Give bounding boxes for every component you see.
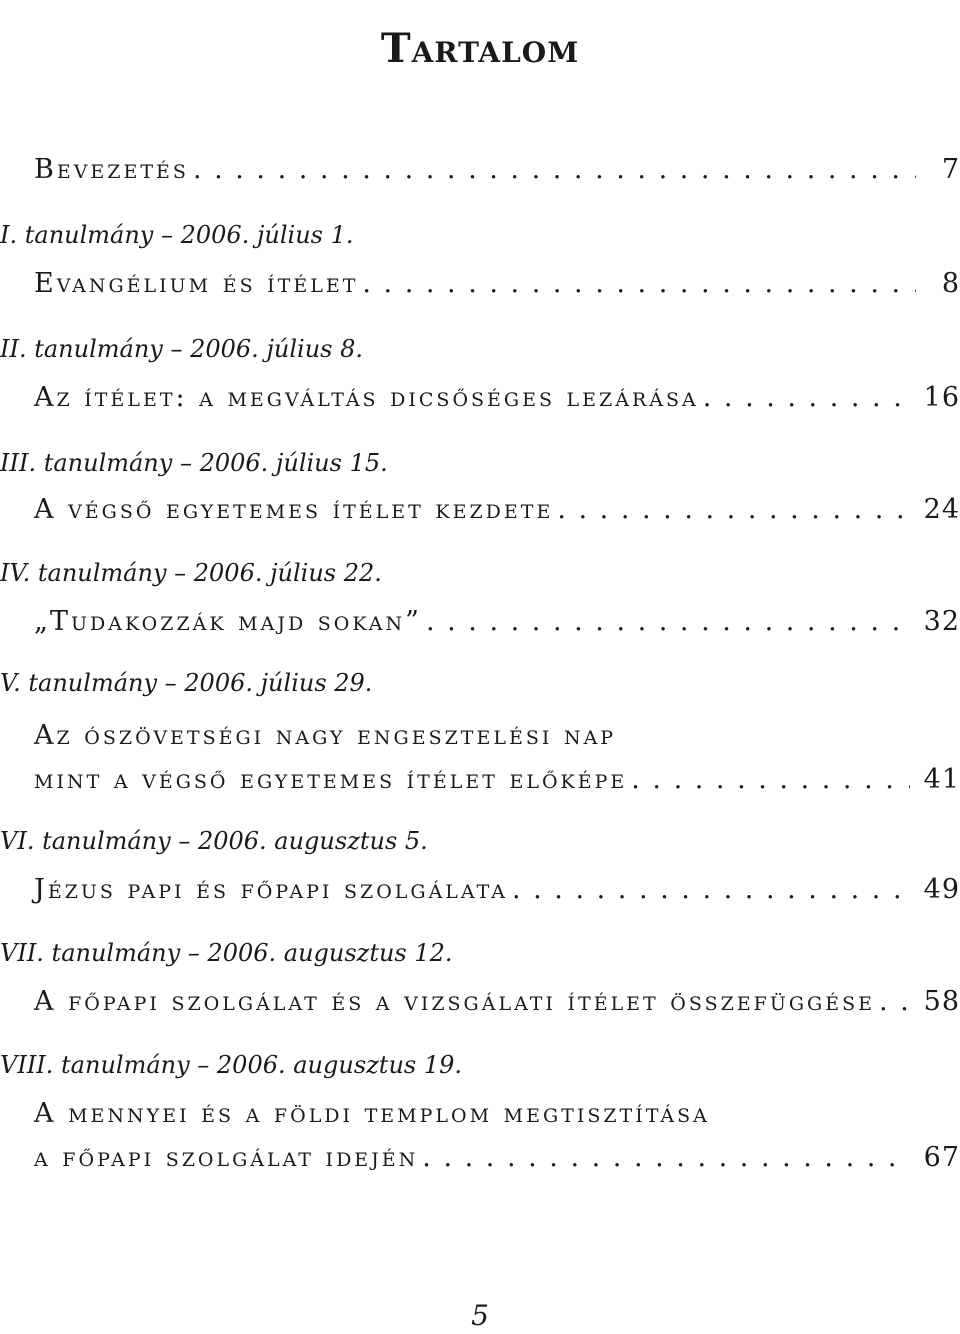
toc-page-number: 67 xyxy=(923,1142,960,1173)
dot-leader xyxy=(193,152,916,188)
toc-entry-title: Evangélium és ítélet xyxy=(34,268,359,299)
toc-entry-title-line1[interactable]: Az ószövetségi nagy engesztelési nap xyxy=(34,720,617,751)
toc-page-number: 49 xyxy=(923,874,960,905)
dot-leader xyxy=(426,604,910,640)
dot-leader xyxy=(422,1140,909,1176)
study-label: I. tanulmány – 2006. július 1. xyxy=(0,221,354,249)
study-label: VI. tanulmány – 2006. augusztus 5. xyxy=(0,827,428,855)
toc-page-number: 7 xyxy=(941,154,960,185)
toc-page-number: 8 xyxy=(941,268,960,299)
dot-leader xyxy=(557,492,909,528)
study-label: IV. tanulmány – 2006. július 22. xyxy=(0,559,382,587)
toc-entry[interactable] xyxy=(34,872,960,908)
toc-page-number: 41 xyxy=(923,764,960,795)
toc-entry-title: A végső egyetemes ítélet kezdete xyxy=(34,494,554,525)
study-label: II. tanulmány – 2006. július 8. xyxy=(0,335,363,363)
toc-entry[interactable] xyxy=(34,984,960,1020)
dot-leader xyxy=(631,762,909,798)
study-label: III. tanulmány – 2006. július 15. xyxy=(0,449,388,477)
page-title: Tartalom xyxy=(380,24,580,72)
dot-leader xyxy=(362,266,916,302)
study-label: VII. tanulmány – 2006. augusztus 12. xyxy=(0,939,453,967)
toc-entry-title: Jézus papi és főpapi szolgálata xyxy=(34,874,508,905)
toc-page-number: 16 xyxy=(923,382,960,413)
toc-entry-title: mint a végső egyetemes ítélet előképe xyxy=(34,764,628,795)
toc-entry[interactable] xyxy=(34,380,960,416)
toc-page-number: 58 xyxy=(923,986,960,1017)
toc-entry-title: „Tudakozzák majd sokan” xyxy=(34,606,422,637)
dot-leader xyxy=(512,872,910,908)
toc-entry-title: a főpapi szolgálat idején xyxy=(34,1142,419,1173)
toc-entry-title-line1[interactable]: A mennyei és a földi templom megtisztítása xyxy=(34,1098,710,1129)
toc-entry[interactable] xyxy=(34,266,960,302)
dot-leader xyxy=(879,984,910,1020)
toc-entry[interactable] xyxy=(34,492,960,528)
toc-entry[interactable] xyxy=(34,762,960,798)
dot-leader xyxy=(703,380,910,416)
study-label: VIII. tanulmány – 2006. augusztus 19. xyxy=(0,1051,463,1079)
toc-entry-title: A főpapi szolgálat és a vizsgálati ítélet összefüggése xyxy=(34,986,875,1017)
toc-page-number: 32 xyxy=(923,606,960,637)
toc-entry-introduction[interactable] xyxy=(34,152,960,188)
toc-entry-title: Bevezetés xyxy=(34,154,189,185)
toc-entry[interactable] xyxy=(34,1140,960,1176)
toc-entry-title: Az ítélet: a megváltás dicsőséges lezárása xyxy=(34,382,699,413)
page-number: 5 xyxy=(471,1299,489,1332)
study-label: V. tanulmány – 2006. július 29. xyxy=(0,669,373,697)
toc-entry[interactable] xyxy=(34,604,960,640)
toc-page-number: 24 xyxy=(923,494,960,525)
